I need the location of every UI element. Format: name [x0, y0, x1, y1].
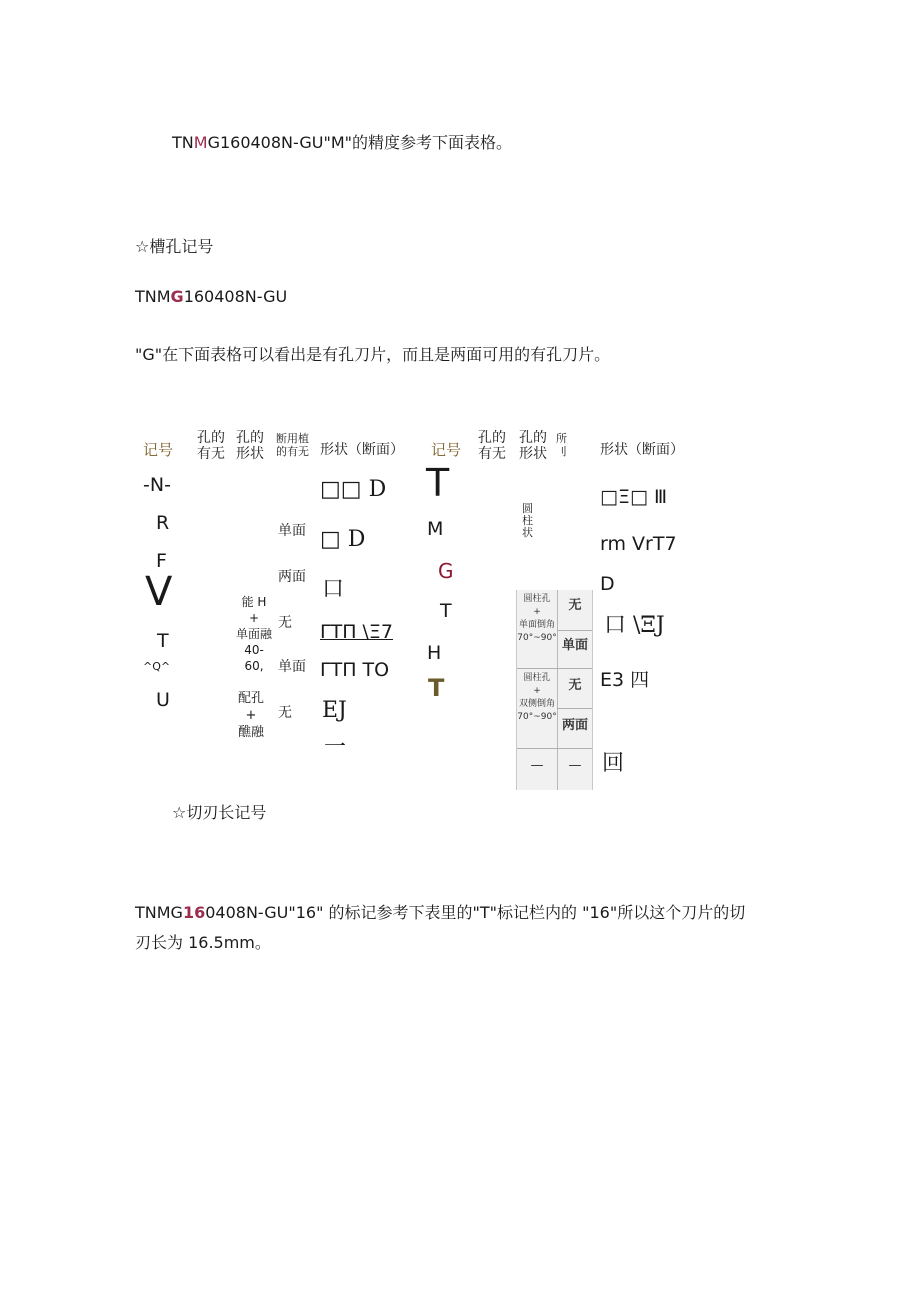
- text-segment: 160408N-GU: [183, 287, 288, 306]
- text-segment: TN: [172, 133, 194, 152]
- grid-cell: 无: [568, 598, 582, 613]
- shape-cross-section: E3 四: [600, 669, 650, 691]
- symbol-t-dark: T: [428, 674, 445, 702]
- text-segment: TNM: [135, 287, 171, 306]
- header-hole-shape-left: 孔的 形状: [236, 430, 264, 462]
- header-hole-shape-right: 孔的 形状: [519, 430, 547, 462]
- symbol-t-large: T: [426, 461, 450, 505]
- single-side-label: 单面: [278, 523, 306, 539]
- section-title-edge: ☆切刃长记号: [172, 803, 267, 822]
- header-symbol-left: 记号: [143, 441, 174, 459]
- model-code-slot: [135, 287, 287, 306]
- grid-cell: 圆柱孔 + 单面倒角 70°~90°: [517, 594, 557, 643]
- header-hole-has-right: 孔的 有无: [478, 430, 506, 462]
- grid-cell: —: [568, 758, 582, 773]
- header-shape-left: 形状（断面）: [320, 442, 404, 458]
- hole-shape-grid: [516, 590, 593, 790]
- shape-cross-section: ΓΤΠ TO: [320, 659, 390, 681]
- none-label-1: 无: [278, 615, 292, 631]
- cylindrical-label: 圆 柱 状: [522, 502, 533, 539]
- header-hole-has-left: 孔的 有无: [197, 430, 225, 462]
- symbol-v: V: [145, 569, 173, 615]
- shape-cross-section: 回: [602, 751, 625, 776]
- none-label-2: 无: [278, 705, 292, 721]
- symbol-h: H: [427, 642, 442, 664]
- highlight-text: 16: [182, 903, 206, 922]
- symbol-g: G: [438, 559, 454, 583]
- shape-cross-section: D: [600, 573, 615, 595]
- shape-cross-section: □□ D: [320, 477, 387, 502]
- hole-note-2: 配孔 + 醮融: [238, 691, 265, 740]
- symbol-q: ^Q^: [143, 660, 171, 673]
- text-segment: TNMG: [135, 903, 183, 922]
- single-side-label-2: 单面: [278, 659, 306, 675]
- grid-cell: 圆柱孔 + 双侧倒角 70°~90°: [517, 673, 557, 722]
- double-side-label: 两面: [278, 569, 306, 585]
- header-symbol-right: 记号: [431, 441, 462, 459]
- section-title-slot: ☆槽孔记号: [135, 237, 214, 256]
- edge-paragraph-line1: [135, 900, 745, 923]
- symbol-t: T: [157, 630, 169, 652]
- highlight-text: M: [193, 133, 208, 152]
- shape-cross-section: □ D: [320, 527, 366, 552]
- grid-cell: 两面: [561, 718, 588, 733]
- shape-cross-section: 一: [324, 735, 347, 760]
- hole-note-1: 能 H + 单面融 40- 60,: [236, 595, 273, 673]
- edge-paragraph-line2: 刃长为 16.5mm。: [135, 933, 271, 952]
- shape-cross-section: ΕJ: [322, 698, 347, 723]
- header-chip-breaker-left: 断用植 的有无: [276, 432, 309, 458]
- text-segment: G160408N-GU"M"的精度参考下面表格。: [207, 133, 513, 152]
- symbol-t: T: [440, 600, 452, 622]
- grid-cell: 无: [568, 678, 582, 693]
- slot-paragraph: "G"在下面表格可以看出是有孔刀片，而且是两面可用的有孔刀片。: [135, 345, 611, 364]
- text-segment: 0408N-GU"16" 的标记参考下表里的"T"标记栏内的 "16"所以这个刀片的切: [205, 903, 746, 922]
- shape-cross-section: ΓΤΠ \Ξ7: [320, 621, 394, 643]
- header-shape-right: 形状（断面）: [600, 442, 684, 458]
- shape-cross-section: 口 \ΞJ: [604, 613, 665, 638]
- grid-cell: 单面: [561, 638, 588, 653]
- symbol-n: -N-: [143, 474, 171, 496]
- highlight-text: G: [170, 287, 184, 306]
- symbol-m: M: [427, 518, 444, 540]
- header-chip-breaker-right: 所 刂: [556, 432, 567, 458]
- grid-cell: —: [530, 758, 544, 773]
- symbol-f: F: [156, 550, 167, 572]
- shape-cross-section: rm VrT7: [600, 533, 677, 555]
- symbol-u: U: [156, 689, 170, 711]
- shape-cross-section: □Ξ□ Ⅲ: [600, 486, 668, 508]
- precision-paragraph: [172, 130, 512, 153]
- symbol-r: R: [156, 512, 170, 534]
- shape-cross-section: 口: [322, 577, 345, 602]
